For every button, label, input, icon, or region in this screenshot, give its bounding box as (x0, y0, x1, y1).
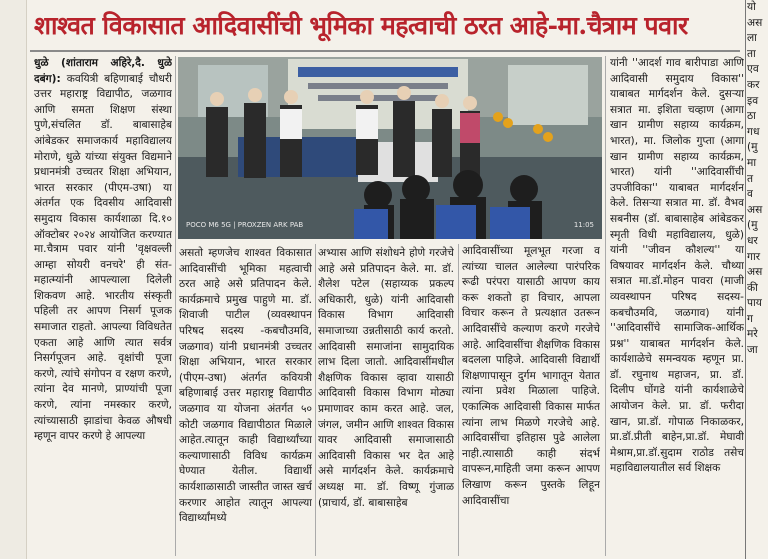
column-3-body: अभ्यास आणि संशोधने होणे गरजेचे आहे असे प्रतिपादन केले. मा. डॉ. शैलेश पटेल (सहाय्यक प्रकल्प अधिकारी, धुळे) यांनी आदिवासी विकास विभाग आदिवासी समाजाच्या उन्नतीसाठी कार्य करतो. आदिवासी समाजांना सामुदायिक लाभ दिला जातो. आदिवासींमधील शैक्षणिक विकास व्हावा यासाठी आदिवासी विकास विभाग मोठ्या प्रमाणावर काम करत आहे. जल, जंगल, जमीन आणि शाश्वत विकास यावर आदिवासी समाजासाठी आदिवासी विकास भर देत आहे असे मार्गदर्शन केले. कार्यक्रमाचे अध्यक्ष मा. डॉ. विष्णू गुंजाळ (प्राचार्य, डॉ. बाबासाहेब (318, 247, 454, 509)
column-1-body: मा.चैत्राम पवार यांनी 'वृक्षवल्ली आम्हा सोयरी वनचरे' ही संत-महात्म्यांनी आपल्याला दिलेली शिकवण आहे. भारतीय संस्कृती पहिली तर आपण निसर्ग पूजक समाजात राहतो. आपल्या विविधतेत एकता आहे आणि त्यात सर्वत्र निसर्गपूजन आहे. वृक्षांची पूजा करणे, त्यांचे संगोपन व रक्षण करणे, त्यांना देव मानणे, प्राण्यांची पूजा करणे, त्यांना नमस्कार करणे, त्यांच्यासाठी झाडांचा केवळ औषधी म्हणून वापर करणे हे आपल्या (34, 243, 172, 443)
edge-fragment: जा (747, 344, 758, 357)
adjacent-article-edge (747, 0, 768, 559)
intro-text: कवयित्री बहिणाबाई चौधरी उत्तर महाराष्ट्र विद्यापीठ, जळगाव आणि समता शिक्षण संस्था पुणे,संचलित डॉ. बाबासाहेब आंबेडकर समाजकार्य महाविद्यालय मोराणे, धुळे यांच्या संयुक्त विद्यमाने प्रधानमंत्री उच्चतर शिक्षा अभियान, भारत सरकार (पीएम-उषा) या अंतर्गत एक दिवसीय आदिवासी समुदाय विकास कार्यशाळा दि.१० ऑक्टोबर २०२४ आयोजित करण्यात (34, 72, 172, 240)
edge-fragment: ठा (747, 110, 756, 123)
column-divider (605, 56, 606, 556)
edge-fragment: अस (747, 266, 763, 279)
column-4-body: आदिवासींच्या मूलभूत गरजा व त्यांच्या चालत आलेल्या पारंपरिक रूढी परंपरा यासाठी आपण काय करू शकतो हा विचार, आपला विचार करून ते प्रत्यक्षात उतरून आदिवासींचे कल्याण करणे गरजेचे आहे. आदिवासींचा शैक्षणिक विकास बदलला पाहिजे. आदिवासी विद्यार्थी शिक्षणापासून दुर्गम भागातून येतात त्यांना प्रवेश मिळाला पाहिजे. एकात्मिक आदिवासी विकास मार्फत त्यांना लाभ मिळणे गरजेचे आहे. आदिवासींचा इतिहास पुढे आलेला नाही.त्यासाठी काही संदर्भ वापरून,माहिती जमा करून आपण लिखाण करून पुस्तके लिहून आदिवासींचा (462, 245, 600, 507)
event-photo (178, 57, 602, 239)
edge-fragment: त (747, 172, 754, 185)
edge-fragment: यो (747, 1, 756, 13)
dateline: धुळे (शांताराम अहिरे,दै. धुळे दबंग): (34, 57, 172, 85)
column-2 (179, 246, 312, 558)
edge-fragment: व (747, 188, 753, 201)
column-4 (462, 244, 600, 558)
edge-fragment: गध (747, 125, 760, 138)
column-5 (610, 56, 744, 556)
edge-fragment: अस (747, 16, 763, 29)
column-5-body: यांनी ''आदर्श गाव बारीपाडा आणि आदिवासी समुदाय विकास'' याबाबत मार्गदर्शन केले. दुसऱ्या सत्रात मा. इशिता चव्हाण (आगा खान ग्रामीण सहाय्य कार्यक्रम, भारत), मा. जिलोक गुप्ता (आगा खान ग्रामीण सहाय्य कार्यक्रम, भारत) यांनी ''आदिवासींची उपजीविका'' याबाबत मार्गदर्शन केले. तिसऱ्या सत्रात मा. डॉ. वैभव सबनीस (डॉ. बाबासाहेब आंबेडकर स्मृती विधी महाविद्यालय, धुळे) यांनी ''जीवन कौशल्य'' या विषयावर मार्गदर्शन केले. चौथ्या सत्रात मा.डॉ.मोहन पावरा (माजी व्यवस्थापन परिषद सदस्य-कबचौउमवि, जळगाव) यांनी ''आदिवासींचे सामाजिक-आर्थिक प्रश्न'' याबाबत मार्गदर्शन केले. कार्यशाळेचे समन्वयक म्हणून प्रा. डॉ. रघुनाथ महाजन, प्रा. डॉ. दिलीप घोंगडे यांनी कार्यशाळेचे आयोजन केले. प्रा. डॉ. फरीदा खान, प्रा.डॉ. गोपाळ निकाळकर, प्रा.डॉ.प्रीती बाहेन,प्रा.डॉ. मेघावी मेश्राम,प्रा.डॉ.सुदाम राठोड तसेच महाविद्यालयातील सर्व शिक्षक (610, 57, 744, 475)
photo-watermark: POCO M6 5G | PROXZEN ARK PAB (186, 221, 304, 229)
edge-fragment: (मु (747, 219, 758, 232)
edge-fragment: इव (747, 94, 759, 107)
edge-fragment: गार (747, 250, 761, 263)
edge-fragment: मरे (747, 328, 758, 341)
headline-rule (30, 50, 740, 52)
event-photo-illustration (178, 57, 602, 239)
column-1-top (34, 56, 172, 240)
adjacent-page-edge-left (0, 0, 27, 559)
edge-fragment: धर (747, 234, 758, 247)
column-1-bottom (34, 242, 172, 558)
edge-fragment: (मु (747, 141, 758, 154)
edge-fragment: ता (747, 47, 756, 60)
edge-fragment: अस (747, 203, 763, 216)
column-divider (458, 244, 459, 556)
edge-fragment: पाय (747, 297, 762, 310)
column-2-body: असतो म्हणजेच शाश्वत विकासात आदिवासींची भूमिका महत्वाची ठरत आहे असे प्रतिपादन केले. कार्यक्रमाचे प्रमुख पाहुणे मा. डॉ. शिवाजी पाटील (व्यवस्थापन परिषद सदस्य -कबचौउमवि, जळगाव) यांनी प्रधानमंत्री उच्चतर शिक्षा अभियान, भारत सरकार (पीएम-उषा) अंतर्गत कवियत्री बहिणाबाई उत्तर महाराष्ट्र विद्यापीठ जळगाव या योजना अंतर्गत ५० कोटी जळगाव विद्यापीठात मिळाले आहेत.त्यातून काही विद्यार्थ्यांच्या कल्याणासाठी विविध कार्यक्रम घेण्यात येतील. विद्यार्थी कार्यशाळासाठी जास्तीत जास्त खर्च करणार आहोत त्यातून आपल्या विद्यार्थ्यांमध्ये (179, 247, 312, 525)
edge-fragment: की (747, 281, 758, 294)
edge-fragment: एव (747, 63, 759, 76)
headline: शाश्वत विकासात आदिवासींची भूमिका महत्वाची ठरत आहे-मा.चैत्राम पवार (34, 11, 688, 40)
edge-fragment: कर (747, 78, 760, 91)
edge-fragment: मा (747, 156, 757, 169)
page-gutter (745, 0, 746, 559)
column-divider (315, 244, 316, 556)
edge-fragment: ला (747, 32, 757, 45)
photo-timestamp: 11:05 (573, 221, 594, 229)
edge-fragment: ग (747, 312, 753, 325)
column-3 (318, 246, 454, 558)
column-divider (175, 56, 176, 556)
